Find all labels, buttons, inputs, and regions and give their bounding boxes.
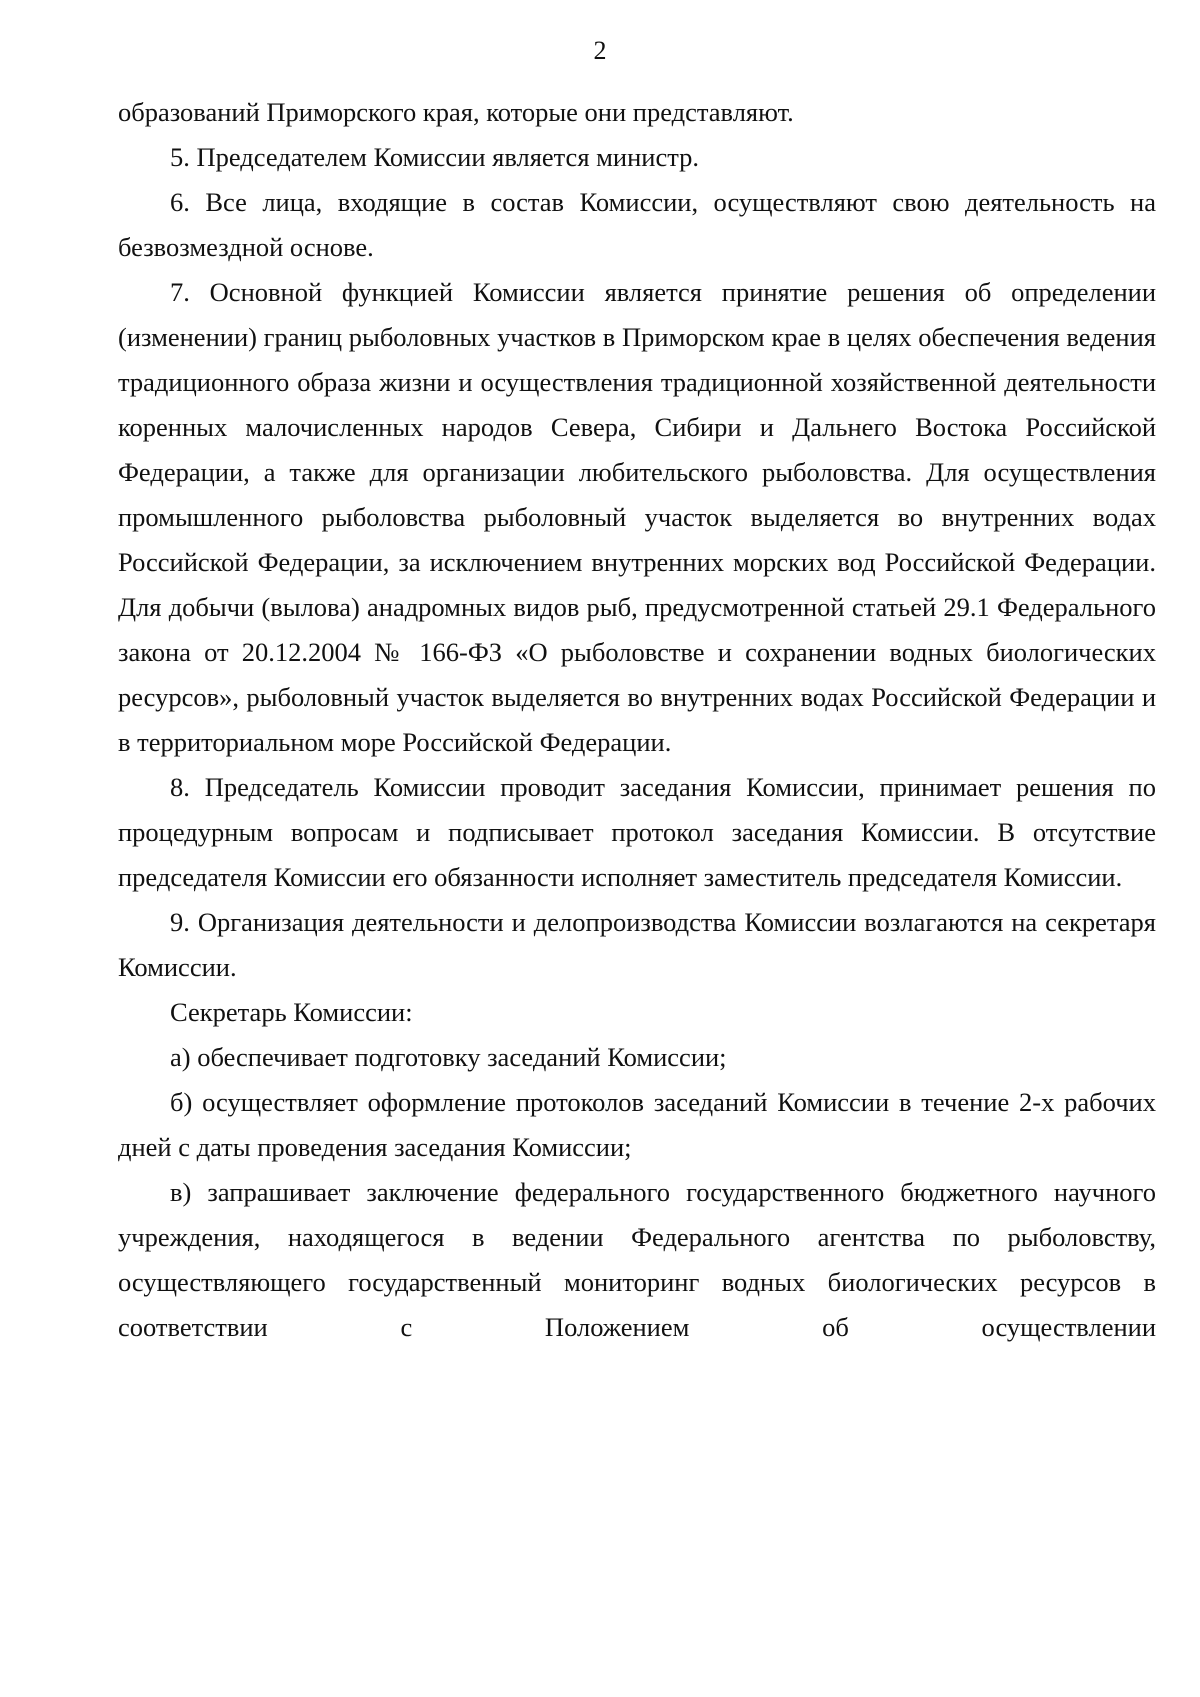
paragraph-continuation: образований Приморского края, которые они представляют.: [118, 97, 794, 127]
paragraph-item-7: 7. Основной функцией Комиссии является принятие решения об определении (изменении) границ рыболовных участков в Приморском крае в целях обеспечения ведения традиционного образа жизни и осуществления традиционной хозяйственной деятельности коренных малочисленных народов Севера, Сибири и Дальнего Востока Российской Федерации, а также для организации любительского рыболовства. Для осуществления промышленного рыболовства рыболовный участок выделяется во внутренних водах Российской Федерации, за исключением внутренних морских вод Российской Федерации. Для добычи (вылова) анадромных видов рыб, предусмотренной статьей 29.1 Федерального закона от 20.12.2004 № 166-ФЗ «О рыболовстве и сохранении водных биологических ресурсов», рыболовный участок выделяется во внутренних водах Российской Федерации и в территориальном море Российской Федерации.: [118, 277, 1156, 757]
paragraph-item-6: 6. Все лица, входящие в состав Комиссии, осуществляют свою деятельность на безвозмездной основе.: [118, 187, 1156, 262]
paragraph-subitem-b: б) осуществляет оформление протоколов заседаний Комиссии в течение 2-х рабочих дней с даты проведения заседания Комиссии;: [118, 1087, 1156, 1162]
document-body: [118, 90, 1156, 1350]
paragraph-subitem-v: в) запрашивает заключение федерального государственного бюджетного научного учреждения, находящегося в ведении Федерального агентства по рыболовству, осуществляющего государственный мониторинг водных биологических ресурсов в соответствии с Положением об осуществлении: [118, 1177, 1156, 1342]
paragraph-item-5: 5. Председателем Комиссии является министр.: [170, 142, 699, 172]
paragraph-item-8: 8. Председатель Комиссии проводит заседания Комиссии, принимает решения по процедурным вопросам и подписывает протокол заседания Комиссии. В отсутствие председателя Комиссии его обязанности исполняет заместитель председателя Комиссии.: [118, 772, 1156, 892]
paragraph-subitem-a: а) обеспечивает подготовку заседаний Комиссии;: [170, 1042, 727, 1072]
paragraph-secretary-heading: Секретарь Комиссии:: [170, 997, 413, 1027]
paragraph-item-9: 9. Организация деятельности и делопроизводства Комиссии возлагаются на секретаря Комиссии.: [118, 907, 1156, 982]
page-number: 2: [593, 36, 607, 65]
